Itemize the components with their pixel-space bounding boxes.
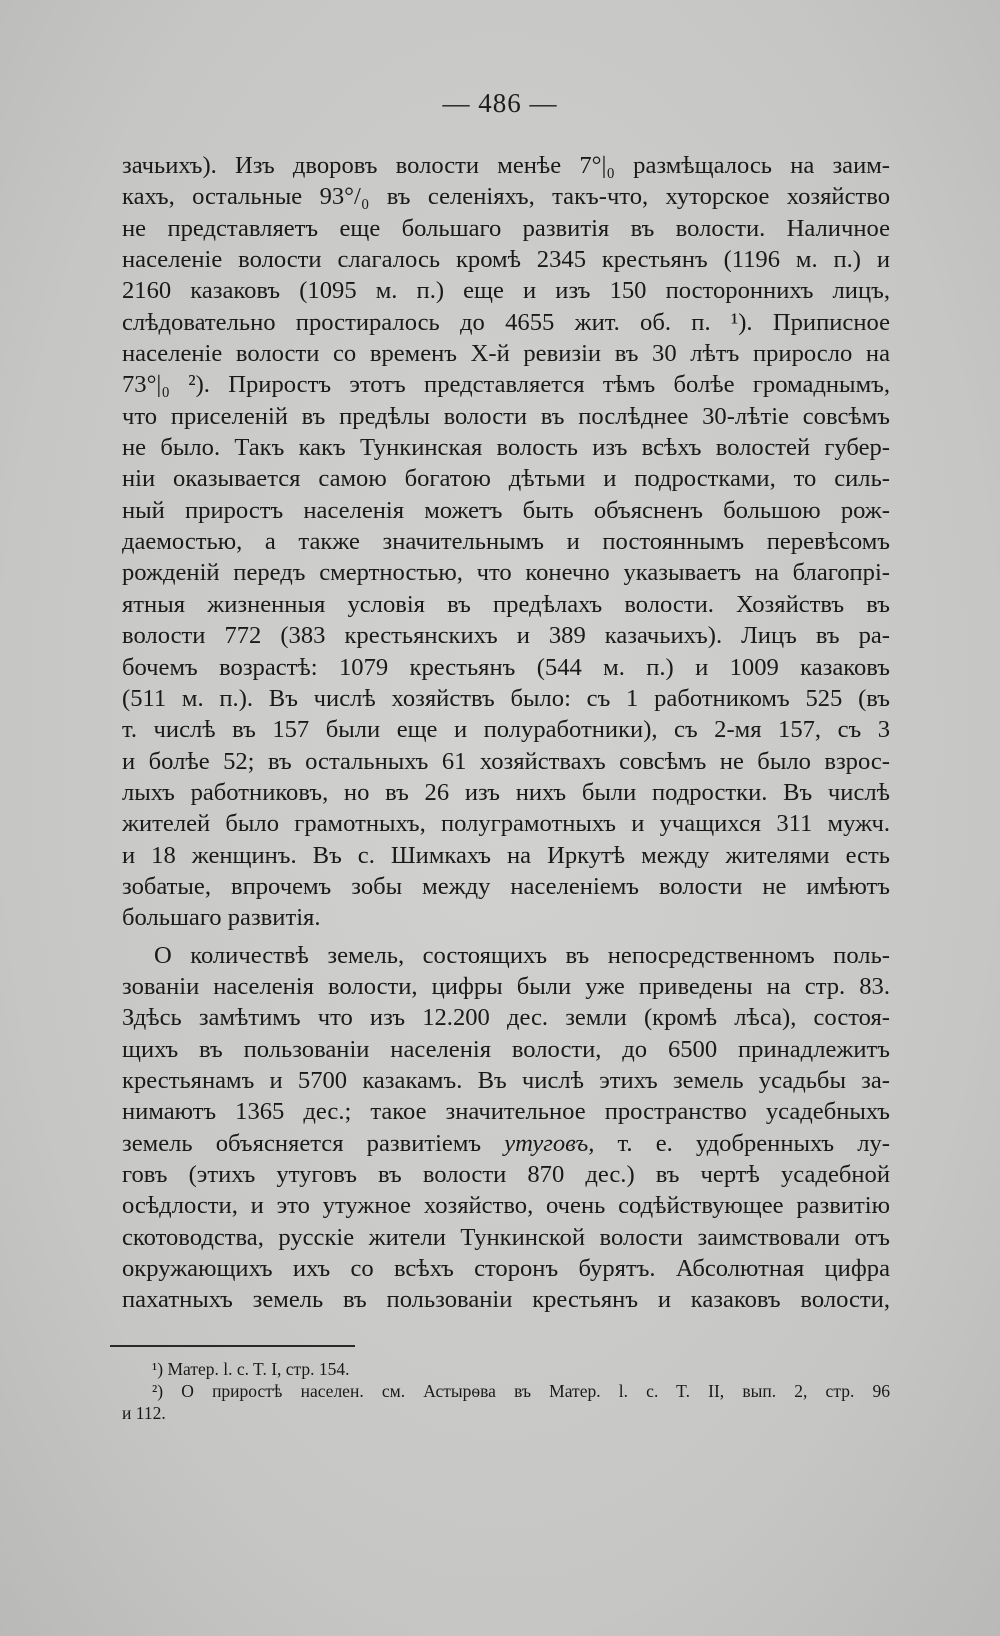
text-segment: земель объясняется развитіемъ bbox=[122, 1129, 482, 1157]
text-line: пахатныхъ земель въ пользованіи крестьянъ и казаковъ волости, bbox=[122, 1286, 890, 1314]
footnote-1: ¹) Матер. l. c. T. I, стр. 154. bbox=[152, 1359, 350, 1379]
text-line: бочемъ возрастѣ: 1079 крестьянъ (544 м. п.) и 1009 казаковъ bbox=[122, 653, 890, 681]
text-line: нимаютъ 1365 дес.; такое значительное пространство усадебныхъ bbox=[122, 1098, 890, 1126]
text-line: (511 м. п.). Въ числѣ хозяйствъ было: съ 1 работникомъ 525 (въ bbox=[122, 684, 890, 712]
page-number: — 486 — bbox=[442, 88, 558, 118]
text-line: осѣдлости, и это утужное хозяйство, очень содѣйствующее развитію bbox=[122, 1192, 890, 1220]
footnote-divider bbox=[110, 1345, 355, 1347]
text-line: рожденій передъ смертностью, что конечно указываетъ на благопрі- bbox=[122, 559, 890, 587]
text-line: даемостью, а также значительнымъ и постояннымъ перевѣсомъ bbox=[122, 528, 890, 556]
footnote-2-line-2: и 112. bbox=[122, 1403, 166, 1423]
text-line: О количествѣ земель, состоящихъ въ непосредственномъ поль- bbox=[154, 941, 890, 969]
text-line: ніи оказывается самою богатою дѣтьми и подростками, то силь- bbox=[122, 465, 890, 493]
text-segment: т. е. удобренныхъ лу- bbox=[617, 1129, 890, 1157]
text-line: Здѣсь замѣтимъ что изъ 12.200 дес. земли (кромѣ лѣса), состоя- bbox=[122, 1004, 890, 1032]
text-line: слѣдовательно простиралось до 4655 жит. об. п. ¹). Приписное bbox=[122, 308, 890, 336]
footnote-2-line-1: ²) О приростѣ населен. см. Астырѳва въ Матер. l. c. T. II, вып. 2, стр. 96 bbox=[152, 1381, 890, 1401]
text-line: зованіи населенія волости, цифры были уже приведены на стр. 83. bbox=[122, 972, 890, 1000]
text-line: населеніе волости слагалось кромѣ 2345 крестьянъ (1196 м. п.) и bbox=[122, 246, 890, 274]
text-line: волости 772 (383 крестьянскихъ и 389 казачьихъ). Лицъ въ ра- bbox=[122, 622, 890, 650]
text-line: лыхъ работниковъ, но въ 26 изъ нихъ были подростки. Въ числѣ bbox=[122, 778, 890, 806]
text-line: и 18 женщинъ. Въ с. Шимкахъ на Иркутѣ между жителями есть bbox=[122, 841, 890, 869]
text-line: кахъ, остальные 93°/₀ въ селеніяхъ, такъ-что, хуторское хозяйство bbox=[122, 183, 890, 211]
text-line: окружающихъ ихъ со всѣхъ сторонъ бурятъ. Абсолютная цифра bbox=[122, 1255, 890, 1283]
text-line-with-italic bbox=[122, 1128, 890, 1159]
text-line: и болѣе 52; въ остальныхъ 61 хозяйствахъ совсѣмъ не было взрос- bbox=[122, 747, 890, 775]
body-text bbox=[122, 150, 890, 1316]
text-line: большаго развитія. bbox=[122, 904, 321, 932]
text-line: жителей было грамотныхъ, полуграмотныхъ и учащихся 311 мужч. bbox=[122, 810, 890, 838]
text-line: зобатые, впрочемъ зобы между населеніемъ волости не имѣютъ bbox=[122, 872, 890, 900]
text-line: населеніе волости со временъ Х-й ревизіи въ 30 лѣтъ приросло на bbox=[122, 340, 890, 368]
text-line: крестьянамъ и 5700 казакамъ. Въ числѣ этихъ земель усадьбы за- bbox=[122, 1066, 890, 1094]
footnotes bbox=[122, 1358, 890, 1424]
text-line: скотоводства, русскіе жители Тункинской волости заимствовали отъ bbox=[122, 1223, 890, 1251]
text-line: 2160 казаковъ (1095 м. п.) еще и изъ 150 постороннихъ лицъ, bbox=[122, 277, 890, 305]
text-line: не представляетъ еще большаго развитія въ волости. Наличное bbox=[122, 214, 890, 242]
text-line: зачьихъ). Изъ дворовъ волости менѣе 7°|₀ размѣщалось на заим- bbox=[122, 152, 890, 179]
text-line: не было. Такъ какъ Тункинская волость изъ всѣхъ волостей губер- bbox=[122, 434, 890, 462]
italic-term: утуговъ, bbox=[504, 1129, 595, 1157]
text-line: т. числѣ въ 157 были еще и полуработники), съ 2-мя 157, съ 3 bbox=[122, 716, 890, 744]
text-line: говъ (этихъ утуговъ въ волости 870 дес.) въ чертѣ усадебной bbox=[122, 1161, 890, 1188]
text-line: 73°|₀ ²). Приростъ этотъ представляется тѣмъ болѣе громаднымъ, bbox=[122, 371, 890, 399]
text-line: щихъ въ пользованіи населенія волости, до 6500 принадлежитъ bbox=[122, 1035, 890, 1063]
text-line: ный приростъ населенія можетъ быть объясненъ большою рож- bbox=[122, 496, 890, 524]
text-line: что приселеній въ предѣлы волости въ послѣднее 30-лѣтіе совсѣмъ bbox=[122, 402, 890, 430]
text-line: ятныя жизненныя условія въ предѣлахъ волости. Хозяйствъ въ bbox=[122, 590, 890, 618]
